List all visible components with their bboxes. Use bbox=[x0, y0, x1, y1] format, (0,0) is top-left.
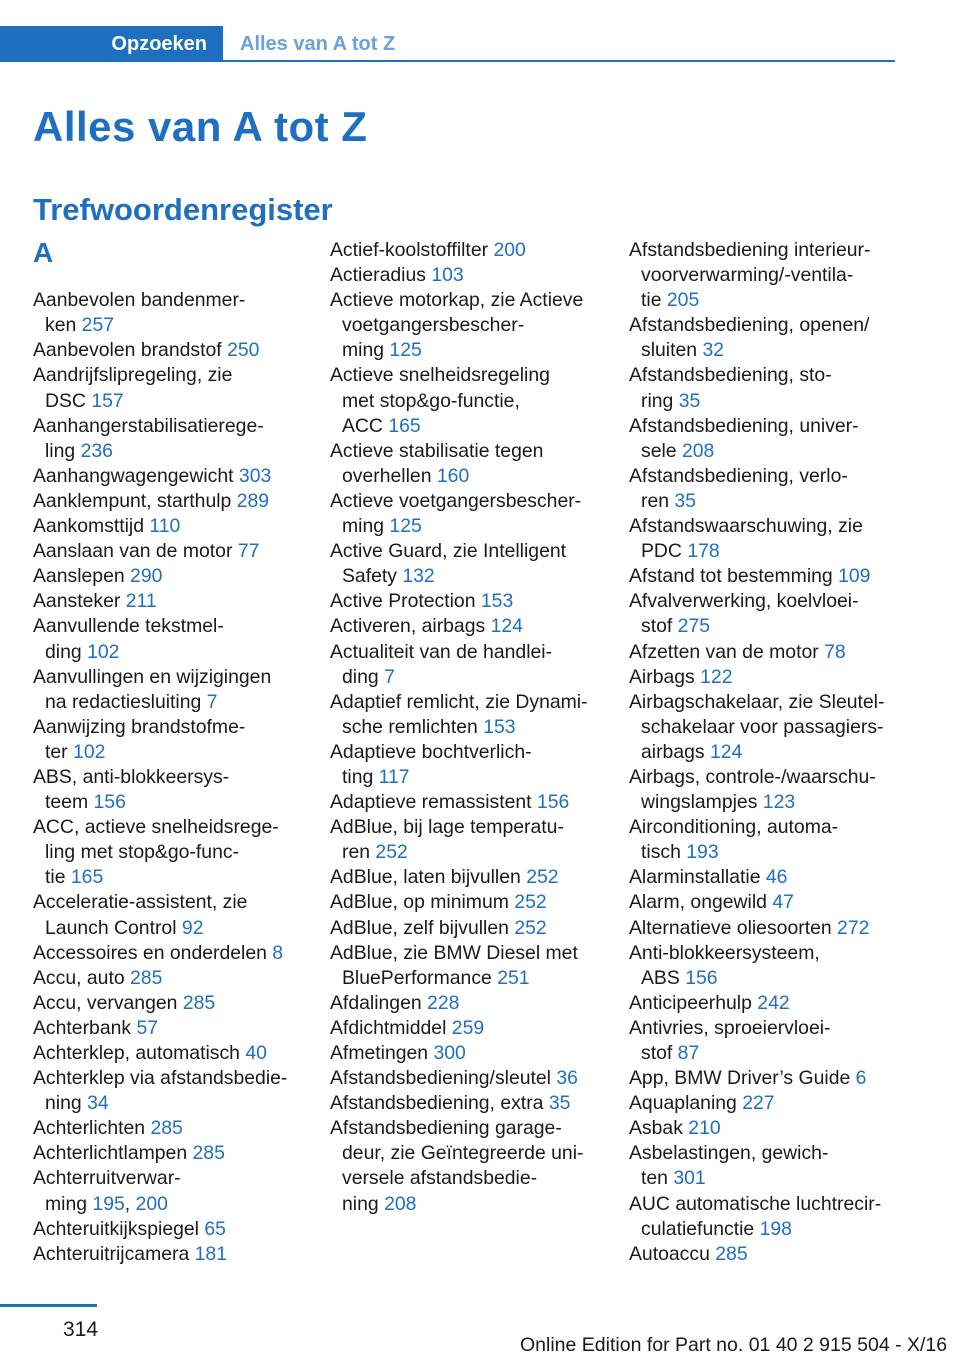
index-term: Activeren, airbags bbox=[330, 615, 491, 638]
index-entry bbox=[33, 288, 303, 338]
page-reference-link[interactable]: 252 bbox=[514, 916, 547, 939]
index-term: ning bbox=[45, 1092, 88, 1115]
index-term: Aanslepen bbox=[33, 565, 131, 588]
index-entry bbox=[330, 238, 605, 263]
index-term: culatiefunctie bbox=[641, 1217, 760, 1240]
index-term: AdBlue, op minimum bbox=[330, 891, 515, 914]
index-term: Aanklempunt, starthulp bbox=[33, 489, 237, 512]
page-reference-link[interactable]: 92 bbox=[181, 916, 204, 939]
index-term: Aandrijfslipregeling, zie bbox=[33, 364, 233, 387]
index-term: PDC bbox=[641, 540, 688, 563]
page-reference-link[interactable]: 290 bbox=[130, 565, 163, 588]
index-entry bbox=[33, 815, 303, 890]
index-entry bbox=[629, 1116, 904, 1141]
index-entry bbox=[33, 464, 303, 489]
index-entry bbox=[629, 564, 904, 589]
page-reference-link[interactable]: 110 bbox=[149, 515, 181, 538]
index-entry bbox=[33, 614, 303, 664]
index-term: Actief-koolstoffilter bbox=[330, 239, 494, 261]
index-entry bbox=[629, 665, 904, 690]
index-term: Afstandswaarschuwing, zie bbox=[629, 515, 863, 538]
index-term: ling bbox=[45, 439, 81, 462]
page-reference-link[interactable]: 35 bbox=[674, 489, 696, 512]
page-reference-link[interactable]: 303 bbox=[238, 464, 272, 487]
index-term: Aankomsttijd bbox=[33, 515, 150, 538]
index-term: Achterklep, automatisch bbox=[33, 1042, 246, 1064]
index-term: Airconditioning, automa- bbox=[629, 816, 839, 839]
page-reference-link[interactable]: 257 bbox=[81, 314, 115, 337]
index-term: Alternatieve oliesoorten bbox=[629, 916, 838, 939]
index-entry bbox=[629, 640, 904, 665]
index-term: Achterlichten bbox=[33, 1117, 151, 1140]
index-term: Afstandsbediening interieur- bbox=[629, 239, 871, 261]
page-reference-link[interactable]: 65 bbox=[204, 1217, 226, 1240]
index-entry bbox=[629, 1066, 904, 1091]
page-reference-link[interactable]: 77 bbox=[237, 540, 260, 563]
index-entry bbox=[629, 363, 904, 413]
index-term: ming bbox=[342, 515, 390, 538]
page-reference-link[interactable]: 250 bbox=[227, 339, 260, 362]
index-term: overhellen bbox=[342, 464, 437, 487]
index-term: Afstandsbediening garage- bbox=[330, 1117, 562, 1140]
index-term: ABS bbox=[641, 966, 686, 989]
page-reference-link[interactable]: 157 bbox=[91, 389, 124, 412]
index-term: Aanbevolen bandenmer- bbox=[33, 289, 246, 312]
page-reference-link[interactable]: 156 bbox=[685, 966, 718, 989]
page-reference-link[interactable]: 46 bbox=[765, 866, 788, 889]
index-entry bbox=[330, 941, 605, 991]
index-term: ming bbox=[342, 339, 390, 362]
index-entry bbox=[330, 589, 605, 614]
index-entry bbox=[33, 1217, 303, 1242]
page-reference-link[interactable]: 125 bbox=[389, 339, 422, 362]
index-entry bbox=[33, 338, 303, 363]
index-term: Antivries, sproeiervloei- bbox=[629, 1016, 831, 1039]
page-reference-link[interactable]: 200 bbox=[135, 1192, 168, 1215]
index-term: Actieve snelheidsregeling bbox=[330, 364, 550, 387]
index-entry bbox=[330, 890, 605, 915]
index-term: Afstandsbediening, extra bbox=[330, 1092, 549, 1115]
page-reference-link[interactable]: 205 bbox=[666, 289, 700, 312]
page-reference-link[interactable]: 124 bbox=[710, 740, 743, 763]
index-term: Active Protection bbox=[330, 590, 481, 613]
page-reference-link[interactable]: 36 bbox=[556, 1067, 578, 1090]
page-reference-link[interactable]: 7 bbox=[206, 690, 218, 713]
index-term: Afstandsbediening, sto- bbox=[629, 364, 832, 387]
index-term: Achterbank bbox=[33, 1016, 137, 1039]
header-tabs bbox=[0, 26, 895, 62]
index-entry bbox=[33, 363, 303, 413]
page-reference-link[interactable]: 78 bbox=[824, 640, 846, 663]
index-entry bbox=[33, 665, 303, 715]
page-number: 314 bbox=[63, 1318, 99, 1341]
index-entry bbox=[629, 313, 904, 363]
index-term: tie bbox=[45, 866, 71, 889]
index-term: AdBlue, zie BMW Diesel met bbox=[330, 941, 578, 964]
index-entry bbox=[33, 1242, 303, 1267]
page-reference-link[interactable]: 102 bbox=[87, 640, 120, 663]
index-entry bbox=[33, 715, 303, 765]
index-term: Aanbevolen brandstof bbox=[33, 339, 228, 362]
page-reference-link[interactable]: 259 bbox=[451, 1016, 485, 1039]
index-term: ning bbox=[342, 1192, 385, 1215]
index-term: voorverwarming/-ventila- bbox=[641, 264, 854, 287]
page-reference-link[interactable]: 198 bbox=[759, 1217, 792, 1240]
index-entry bbox=[629, 1192, 904, 1242]
index-term: App, BMW Driver’s Guide bbox=[629, 1067, 856, 1090]
index-term: Accessoires en onderdelen bbox=[33, 941, 273, 964]
page-reference-link[interactable]: 153 bbox=[480, 590, 514, 613]
index-entry bbox=[629, 991, 904, 1016]
index-term: ren bbox=[641, 489, 675, 512]
index-column-3 bbox=[629, 238, 904, 1267]
index-term: Afstandsbediening, openen/ bbox=[629, 314, 870, 337]
index-term: ken bbox=[45, 314, 82, 337]
index-entry bbox=[330, 263, 605, 288]
index-term: Asbelastingen, gewich- bbox=[629, 1142, 829, 1165]
index-entry bbox=[33, 941, 303, 966]
index-term: Achterklep via afstandsbedie- bbox=[33, 1067, 288, 1090]
page-reference-link[interactable]: 193 bbox=[686, 841, 719, 864]
header-rule bbox=[223, 60, 895, 62]
index-entry bbox=[33, 1141, 303, 1166]
index-term: voetgangersbescher- bbox=[342, 314, 525, 337]
index-entry bbox=[629, 941, 904, 991]
index-term: Anti-blokkeersysteem, bbox=[629, 941, 820, 964]
page-reference-link[interactable]: 35 bbox=[678, 389, 701, 412]
page-reference-link[interactable]: 275 bbox=[677, 615, 711, 638]
index-entry bbox=[629, 1091, 904, 1116]
index-letter-heading: A bbox=[33, 237, 54, 268]
index-column-1 bbox=[33, 238, 303, 1267]
tab-opzoeken[interactable]: Opzoeken bbox=[0, 26, 223, 62]
index-entry bbox=[33, 765, 303, 815]
page-reference-link[interactable]: 236 bbox=[80, 439, 113, 462]
index-entry bbox=[33, 1066, 303, 1116]
index-term: Aansteker bbox=[33, 590, 126, 613]
index-entry bbox=[629, 690, 904, 765]
index-term: na redactiesluiting bbox=[45, 690, 207, 713]
index-entry bbox=[629, 890, 904, 915]
index-term: Actualiteit van de handlei- bbox=[330, 640, 553, 663]
index-term: Anticipeerhulp bbox=[629, 991, 758, 1014]
index-entry bbox=[33, 966, 303, 991]
index-term: ting bbox=[342, 765, 379, 788]
page-reference-link[interactable]: 156 bbox=[536, 791, 570, 814]
index-entry bbox=[330, 489, 605, 539]
index-term: AdBlue, laten bijvullen bbox=[330, 866, 527, 889]
index-term: teem bbox=[45, 791, 94, 814]
index-entry bbox=[330, 916, 605, 941]
section-title: Trefwoordenregister bbox=[33, 192, 333, 227]
index-entry bbox=[629, 238, 904, 313]
page-reference-link[interactable]: 195 bbox=[92, 1192, 125, 1215]
index-term: AdBlue, zelf bijvullen bbox=[330, 916, 515, 939]
page-reference-link[interactable]: 251 bbox=[497, 966, 530, 989]
index-entry bbox=[33, 489, 303, 514]
page-reference-link[interactable]: 7 bbox=[384, 665, 395, 688]
page-reference-link[interactable]: 285 bbox=[192, 1142, 225, 1165]
index-term: BluePerformance bbox=[342, 966, 498, 989]
index-term: Afvalverwerking, koelvloei- bbox=[629, 590, 859, 613]
index-term: Safety bbox=[342, 565, 403, 588]
page-reference-link[interactable]: 123 bbox=[762, 791, 796, 814]
index-column-2 bbox=[330, 238, 605, 1217]
index-term: Aanvullingen en wijzigingen bbox=[33, 665, 272, 688]
page-reference-link[interactable]: 289 bbox=[236, 489, 270, 512]
index-entry bbox=[330, 614, 605, 639]
index-entry bbox=[330, 439, 605, 489]
index-entry bbox=[629, 916, 904, 941]
page-reference-link[interactable]: 35 bbox=[548, 1092, 571, 1115]
index-entry bbox=[33, 991, 303, 1016]
index-term: ren bbox=[342, 841, 376, 864]
page-reference-link[interactable]: 102 bbox=[73, 740, 106, 763]
page-reference-link[interactable]: 165 bbox=[388, 414, 421, 437]
index-entry bbox=[33, 1016, 303, 1041]
index-entry bbox=[33, 1041, 303, 1066]
page-reference-link[interactable]: 122 bbox=[700, 665, 733, 688]
index-term: Actieradius bbox=[330, 264, 432, 287]
page-reference-link[interactable]: 211 bbox=[125, 590, 157, 613]
index-term: AdBlue, bij lage temperatu- bbox=[330, 816, 564, 839]
index-term: ABS, anti-blokkeersys- bbox=[33, 765, 230, 788]
index-term: tisch bbox=[641, 841, 687, 864]
index-term: DSC bbox=[45, 389, 92, 412]
index-entry bbox=[629, 1016, 904, 1066]
index-term: AUC automatische luchtrecir- bbox=[629, 1192, 882, 1215]
index-term: Actieve motorkap, zie Actieve bbox=[330, 289, 584, 312]
index-entry bbox=[629, 765, 904, 815]
index-term: sele bbox=[641, 439, 682, 462]
index-entry bbox=[330, 1016, 605, 1041]
index-term: Airbagschakelaar, zie Sleutel- bbox=[629, 690, 885, 713]
page-reference-link[interactable]: 165 bbox=[70, 866, 104, 889]
index-entry bbox=[330, 865, 605, 890]
page-reference-link[interactable]: 87 bbox=[677, 1042, 700, 1064]
index-entry bbox=[33, 564, 303, 589]
page-reference-link[interactable]: 242 bbox=[757, 991, 790, 1014]
page-reference-link[interactable]: 252 bbox=[375, 841, 408, 864]
index-term: wingslampjes bbox=[641, 791, 763, 814]
index-entry bbox=[330, 288, 605, 363]
tab-alles-van-a-tot-z[interactable]: Alles van A tot Z bbox=[240, 32, 396, 55]
index-entry bbox=[330, 1066, 605, 1091]
index-term: ming bbox=[45, 1192, 93, 1215]
index-entry bbox=[330, 690, 605, 740]
index-term: Autoaccu bbox=[629, 1242, 716, 1265]
footer-rule bbox=[0, 1304, 97, 1307]
page-reference-link[interactable]: 285 bbox=[182, 991, 216, 1014]
index-term: sluiten bbox=[641, 339, 703, 362]
index-term: ding bbox=[45, 640, 88, 663]
index-term: Afdalingen bbox=[330, 991, 428, 1014]
index-term: ter bbox=[45, 740, 74, 763]
index-term: Afstandsbediening, verlo- bbox=[629, 464, 848, 487]
index-entry bbox=[629, 464, 904, 514]
index-term: Airbags bbox=[629, 665, 701, 688]
index-term: Airbags, controle-/waarschu- bbox=[629, 765, 876, 788]
index-entry: Achterruitverwar- ming 195, 200 bbox=[33, 1167, 181, 1215]
index-term: deur, zie Geïntegreerde uni- bbox=[342, 1142, 584, 1165]
index-term: Aquaplaning bbox=[629, 1092, 743, 1115]
index-term: Aanvullende tekstmel- bbox=[33, 615, 224, 638]
index-term: Afdichtmiddel bbox=[330, 1016, 452, 1039]
index-term: Achteruitrijcamera bbox=[33, 1242, 195, 1265]
index-entry bbox=[629, 414, 904, 464]
index-term: airbags bbox=[641, 740, 710, 763]
index-term: Aanslaan van de motor bbox=[33, 540, 238, 563]
index-term: Acceleratie-assistent, zie bbox=[33, 891, 248, 914]
index-term: Adaptieve remassistent bbox=[330, 791, 537, 814]
page-reference-link[interactable]: 208 bbox=[384, 1192, 417, 1215]
page-reference-link[interactable]: 34 bbox=[87, 1092, 109, 1115]
index-entry bbox=[33, 1116, 303, 1141]
page-reference-link[interactable]: 301 bbox=[673, 1167, 706, 1190]
index-term: Aanwijzing brandstofme- bbox=[33, 715, 246, 738]
index-entry bbox=[629, 589, 904, 639]
index-entry bbox=[33, 414, 303, 464]
index-term: schakelaar voor passagiers- bbox=[641, 715, 884, 738]
index-entry bbox=[330, 539, 605, 589]
page-reference-link[interactable]: 272 bbox=[837, 916, 870, 939]
index-term: Achterlichtlampen bbox=[33, 1142, 193, 1165]
index-entry bbox=[33, 539, 303, 564]
index-term: ACC, actieve snelheidsrege- bbox=[33, 816, 279, 839]
index-term: ring bbox=[641, 389, 679, 412]
page-reference-link[interactable]: 178 bbox=[687, 540, 720, 563]
index-entry bbox=[629, 815, 904, 865]
index-term: versele afstandsbedie- bbox=[342, 1167, 538, 1190]
index-entry bbox=[629, 514, 904, 564]
page-reference-link[interactable]: 228 bbox=[427, 991, 460, 1014]
index-term: Adaptieve bochtverlich- bbox=[330, 740, 532, 763]
index-entry bbox=[33, 589, 303, 614]
index-term: Afstand tot bestemming bbox=[629, 565, 839, 588]
page-reference-link[interactable]: 252 bbox=[514, 891, 547, 914]
index-entry bbox=[330, 991, 605, 1016]
edition-note: Online Edition for Part no. 01 40 2 915 504 - X/16 bbox=[520, 1334, 948, 1356]
index-term: Accu, vervangen bbox=[33, 991, 183, 1014]
page-reference-link[interactable]: 208 bbox=[681, 439, 715, 462]
index-entry bbox=[330, 1041, 605, 1066]
page-reference-link[interactable]: 210 bbox=[688, 1117, 721, 1140]
index-entry bbox=[629, 1242, 904, 1267]
index-entry bbox=[330, 740, 605, 790]
index-term: sche remlichten bbox=[342, 715, 484, 738]
index-term: Adaptief remlicht, zie Dynami- bbox=[330, 690, 588, 713]
index-term: Afstandsbediening/sleutel bbox=[330, 1067, 557, 1090]
page-reference-link[interactable]: 227 bbox=[742, 1092, 775, 1115]
page-reference-link[interactable]: 6 bbox=[855, 1067, 867, 1090]
index-term: stof bbox=[641, 615, 678, 638]
index-entry bbox=[629, 1141, 904, 1191]
page-reference-link[interactable]: 132 bbox=[402, 565, 435, 588]
index-term: Aanhangerstabilisatierege- bbox=[33, 414, 264, 437]
page-reference-link[interactable]: 156 bbox=[93, 791, 126, 814]
page-reference-link[interactable]: 103 bbox=[431, 264, 464, 287]
index-entry bbox=[330, 1091, 605, 1116]
index-term: Achterruitverwar- bbox=[33, 1167, 181, 1190]
index-term: Alarm, ongewild bbox=[629, 891, 773, 914]
page-title: Alles van A tot Z bbox=[33, 103, 368, 150]
page-reference-link[interactable]: 285 bbox=[150, 1117, 183, 1140]
index-term: Launch Control bbox=[45, 916, 182, 939]
index-term: Accu, auto bbox=[33, 966, 131, 989]
index-entry bbox=[330, 640, 605, 690]
index-entry bbox=[33, 890, 303, 940]
page-reference-link[interactable]: 285 bbox=[715, 1242, 748, 1265]
index-term: Afzetten van de motor bbox=[629, 640, 825, 663]
index-entry bbox=[330, 790, 605, 815]
index-term: Alarminstallatie bbox=[629, 866, 766, 889]
index-term: ACC bbox=[342, 414, 389, 437]
page-reference-link[interactable]: 109 bbox=[838, 565, 871, 588]
index-entry bbox=[330, 1116, 605, 1216]
index-term: met stop&go-functie, bbox=[342, 389, 520, 412]
page-reference-link[interactable]: 160 bbox=[436, 464, 470, 487]
index-term: Active Guard, zie Intelligent bbox=[330, 540, 567, 563]
page-reference-link[interactable]: 40 bbox=[245, 1042, 267, 1064]
page-reference-link[interactable]: 153 bbox=[483, 715, 516, 738]
index-term: ten bbox=[641, 1167, 674, 1190]
index-entry bbox=[330, 815, 605, 865]
index-term: Afmetingen bbox=[330, 1042, 434, 1064]
index-term: Asbak bbox=[629, 1117, 689, 1140]
page-reference-link[interactable]: 300 bbox=[433, 1042, 466, 1064]
page-reference-link[interactable]: 124 bbox=[490, 615, 523, 638]
page-reference-link[interactable]: 125 bbox=[389, 515, 422, 538]
page-reference-link[interactable]: 8 bbox=[272, 941, 284, 964]
index-term: Afstandsbediening, univer- bbox=[629, 414, 859, 437]
index-entry bbox=[33, 514, 303, 539]
index-term: Actieve stabilisatie tegen bbox=[330, 439, 544, 462]
page-reference-link[interactable]: 57 bbox=[136, 1016, 159, 1039]
page-reference-link[interactable]: 200 bbox=[493, 239, 526, 261]
page-reference-link[interactable]: 117 bbox=[378, 765, 410, 788]
index-term: Aanhangwagengewicht bbox=[33, 464, 239, 487]
page-reference-link[interactable]: 32 bbox=[702, 339, 725, 362]
page-reference-link[interactable]: 47 bbox=[772, 891, 794, 914]
index-term: Actieve voetgangersbescher- bbox=[330, 489, 582, 512]
index-entry bbox=[330, 363, 605, 438]
index-term: stof bbox=[641, 1042, 678, 1064]
page-reference-link[interactable]: 285 bbox=[130, 966, 163, 989]
page-reference-link[interactable]: 252 bbox=[526, 866, 559, 889]
index-term: ding bbox=[342, 665, 385, 688]
index-term: tie bbox=[641, 289, 667, 312]
page-reference-link[interactable]: 181 bbox=[194, 1242, 227, 1265]
index-entry bbox=[629, 865, 904, 890]
index-term: Achteruitkijkspiegel bbox=[33, 1217, 205, 1240]
index-term: ling met stop&go-func- bbox=[45, 841, 240, 864]
